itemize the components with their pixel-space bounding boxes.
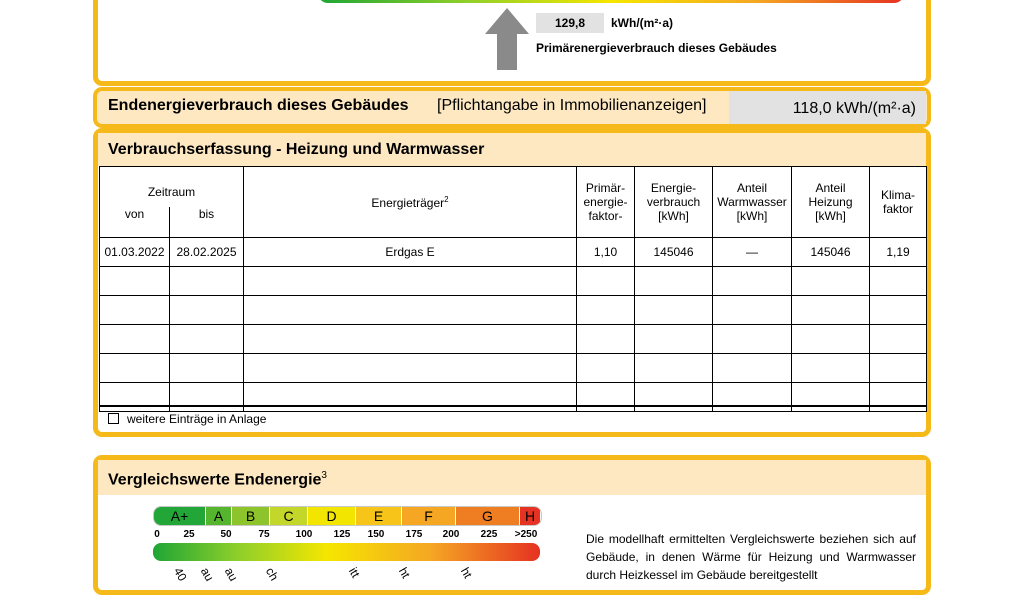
table-row: [100, 354, 927, 383]
grade-g: G: [456, 507, 520, 525]
table-cell: [870, 354, 927, 383]
table-cell: 01.03.2022: [100, 238, 170, 267]
tick-label: 125: [333, 529, 351, 540]
table-cell: [635, 296, 713, 325]
tick-label: 25: [183, 529, 195, 540]
table-cell: 145046: [792, 238, 870, 267]
rotated-label: itt: [345, 565, 363, 581]
table-row: [100, 383, 927, 412]
table-cell: [635, 354, 713, 383]
table-cell: [577, 267, 635, 296]
tick-label: 75: [258, 529, 270, 540]
table-cell: [713, 267, 792, 296]
comparison-gradient-bar: [153, 543, 540, 561]
tick-label: 150: [367, 529, 385, 540]
table-cell: [244, 354, 577, 383]
table-cell: [870, 383, 927, 412]
table-cell: [100, 383, 170, 412]
table-cell: 28.02.2025: [170, 238, 244, 267]
table-cell: [635, 267, 713, 296]
table-cell: [792, 267, 870, 296]
table-cell: [100, 325, 170, 354]
consumption-table: [99, 166, 927, 412]
table-cell: [244, 383, 577, 412]
tick-label: 100: [295, 529, 313, 540]
table-cell: [244, 296, 577, 325]
table-cell: [100, 354, 170, 383]
rotated-label: ch: [262, 565, 282, 583]
header-zeitraum: Zeitraum: [100, 167, 244, 208]
table-cell: [170, 296, 244, 325]
table-cell: [870, 325, 927, 354]
grade-b: B: [232, 507, 270, 525]
table-cell: [577, 383, 635, 412]
grade-scale: [153, 506, 542, 526]
rotated-label: ht: [457, 565, 476, 581]
table-cell: [713, 296, 792, 325]
table-cell: [170, 325, 244, 354]
table-cell: [870, 267, 927, 296]
comparison-description: Die modellhaft ermittelten Vergleichswerte beziehen sich auf Gebäude, in denen Wärme für Heizung und Warmwasser durch Heizkessel im Gebäude bereitgestellt: [586, 532, 916, 582]
rotated-label: ht: [395, 565, 414, 581]
tick-label: 0: [154, 529, 160, 540]
tick-label: 175: [405, 529, 423, 540]
grade-a: A: [206, 507, 232, 525]
grade-h: H: [520, 507, 541, 525]
more-entries-checkbox[interactable]: [108, 413, 119, 424]
table-cell: [170, 383, 244, 412]
table-cell: [713, 325, 792, 354]
grade-f: F: [402, 507, 456, 525]
table-cell: [577, 354, 635, 383]
header-von: von: [100, 207, 170, 238]
table-cell: [244, 325, 577, 354]
table-cell: [792, 296, 870, 325]
table-row: [100, 325, 927, 354]
table-cell: 145046: [635, 238, 713, 267]
tick-label: 225: [480, 529, 498, 540]
rotated-label: au: [221, 565, 241, 584]
table-cell: [100, 267, 170, 296]
table-cell: [713, 354, 792, 383]
table-cell: 1,19: [870, 238, 927, 267]
header-energieverbrauch: Energie- verbrauch [kWh]: [635, 167, 713, 238]
header-energietraeger: Energieträger$^2$: [244, 167, 577, 238]
table-cell: [635, 383, 713, 412]
end-energy-value: 118,0 kWh/(m²·a): [792, 100, 916, 117]
table-cell: [792, 354, 870, 383]
primary-energy-caption: Primärenergieverbrauch dieses Gebäudes: [536, 41, 777, 55]
table-cell: [244, 267, 577, 296]
table-cell: [713, 383, 792, 412]
rotated-label: 40: [170, 565, 190, 584]
table-cell: [577, 296, 635, 325]
tick-label: 200: [442, 529, 460, 540]
grade-a-plus: A+: [154, 507, 206, 525]
table-row: [100, 238, 927, 267]
grade-e: E: [356, 507, 402, 525]
header-klimafaktor: Klima- faktor: [870, 167, 927, 238]
table-cell: 1,10: [577, 238, 635, 267]
table-cell: [577, 325, 635, 354]
table-bottom-rule: [99, 405, 926, 407]
primary-energy-value: 129,8: [536, 13, 604, 33]
more-entries-label: weitere Einträge in Anlage: [127, 412, 267, 426]
end-energy-note: [Pflichtangabe in Immobilienanzeigen]: [437, 97, 707, 114]
tick-label: 50: [220, 529, 232, 540]
table-cell: [792, 383, 870, 412]
header-anteil-warmwasser: Anteil Warmwasser [kWh]: [713, 167, 792, 238]
header-anteil-heizung: Anteil Heizung [kWh]: [792, 167, 870, 238]
table-row: [100, 267, 927, 296]
table-cell: [635, 325, 713, 354]
grade-c: C: [270, 507, 308, 525]
table-cell: [792, 325, 870, 354]
energy-scale-bar: [318, 0, 904, 3]
table-cell: [100, 296, 170, 325]
arrow-up-icon: [485, 8, 529, 70]
table-cell: Erdgas E: [244, 238, 577, 267]
header-primaerenergiefaktor: Primär- energie- faktor-: [577, 167, 635, 238]
table-cell: [870, 296, 927, 325]
header-bis: bis: [170, 207, 244, 238]
table-cell: [170, 354, 244, 383]
grade-d: D: [308, 507, 356, 525]
rotated-label: au: [197, 565, 217, 584]
table-row: [100, 296, 927, 325]
consumption-title: Verbrauchserfassung - Heizung und Warmwasser: [108, 141, 485, 158]
comparison-title: Vergleichswerte Endenergie$^3$: [108, 470, 327, 489]
table-cell: —: [713, 238, 792, 267]
tick-label: >250: [514, 529, 538, 540]
end-energy-label: Endenergieverbrauch dieses Gebäudes: [108, 97, 409, 114]
primary-energy-unit: kWh/(m²·a): [611, 16, 673, 30]
table-cell: [170, 267, 244, 296]
